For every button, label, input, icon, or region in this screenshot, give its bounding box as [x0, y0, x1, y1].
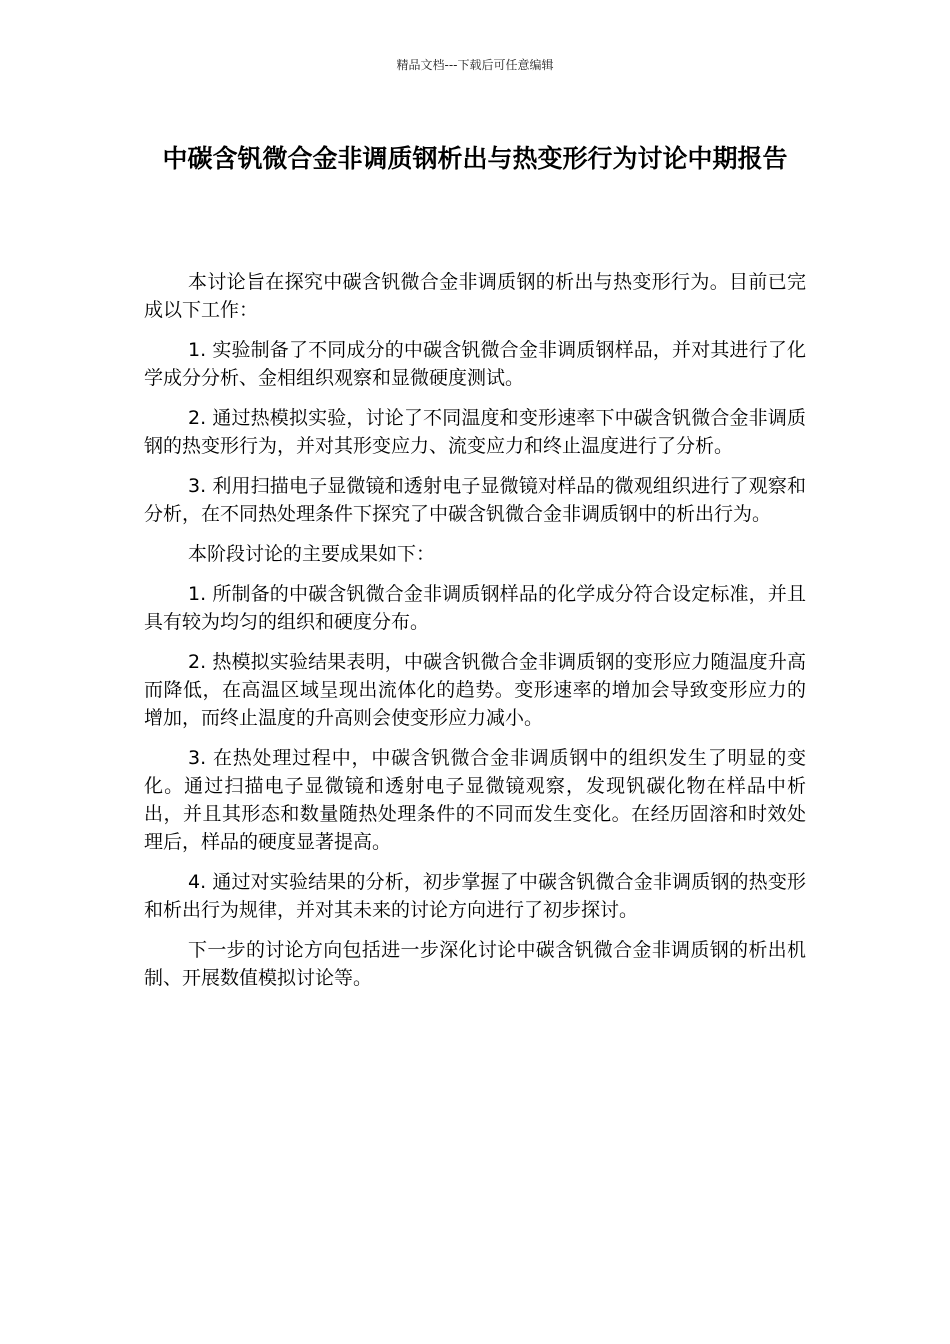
paragraph-result-3: 3. 在热处理过程中，中碳含钒微合金非调质钢中的组织发生了明显的变化。通过扫描电子显微镜和透射电子显微镜观察，发现钒碳化物在样品中析出，并且其形态和数量随热处理条件的不同而发生变化。在经历固溶和时效处理后，样品的硬度显著提高。	[144, 747, 806, 853]
paragraph-work-3: 3. 利用扫描电子显微镜和透射电子显微镜对样品的微观组织进行了观察和分析，在不同热处理条件下探究了中碳含钒微合金非调质钢中的析出行为。	[144, 475, 806, 525]
paragraph-result-4: 4. 通过对实验结果的分析，初步掌握了中碳含钒微合金非调质钢的热变形和析出行为规律，并对其未来的讨论方向进行了初步探讨。	[144, 871, 806, 921]
header-note: 精品文档---下载后可任意编辑	[396, 58, 554, 72]
paragraph-work-1: 1. 实验制备了不同成分的中碳含钒微合金非调质钢样品，并对其进行了化学成分分析、金相组织观察和显微硬度测试。	[144, 339, 806, 389]
paragraph-result-2: 2. 热模拟实验结果表明，中碳含钒微合金非调质钢的变形应力随温度升高而降低，在高温区域呈现出流体化的趋势。变形速率的增加会导致变形应力的增加，而终止温度的升高则会使变形应力减小。	[144, 651, 806, 729]
paragraph-results-intro: 本阶段讨论的主要成果如下：	[188, 543, 436, 565]
document-body	[144, 268, 806, 1004]
paragraph-next-steps: 下一步的讨论方向包括进一步深化讨论中碳含钒微合金非调质钢的析出机制、开展数值模拟讨论等。	[144, 939, 806, 989]
document-title: 中碳含钒微合金非调质钢析出与热变形行为讨论中期报告	[162, 144, 788, 173]
paragraph-intro: 本讨论旨在探究中碳含钒微合金非调质钢的析出与热变形行为。目前已完成以下工作：	[144, 271, 806, 321]
paragraph-result-1: 1. 所制备的中碳含钒微合金非调质钢样品的化学成分符合设定标准，并且具有较为均匀的组织和硬度分布。	[144, 583, 806, 633]
paragraph-work-2: 2. 通过热模拟实验，讨论了不同温度和变形速率下中碳含钒微合金非调质钢的热变形行为，并对其形变应力、流变应力和终止温度进行了分析。	[144, 407, 806, 457]
